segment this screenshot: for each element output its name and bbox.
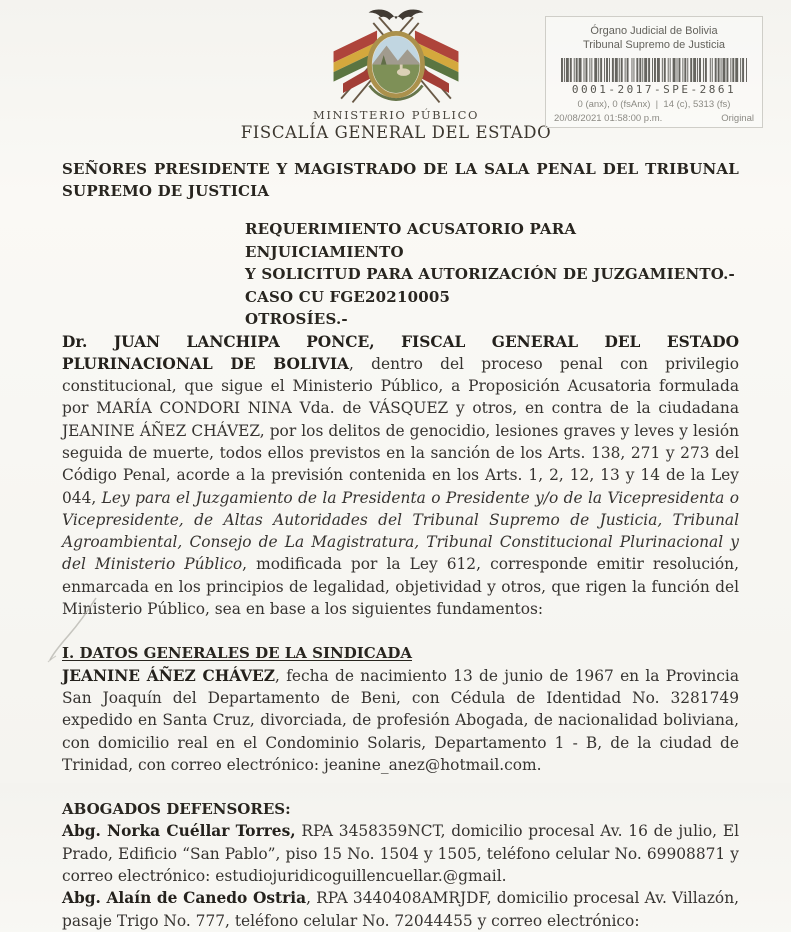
lawyer2-name: Abg. Alaín de Canedo Ostria bbox=[62, 889, 307, 908]
office-name: FISCALÍA GENERAL DEL ESTADO bbox=[240, 123, 552, 142]
law-044-title: Ley para el Juzgamiento de la Presidenta o Presidente y/o de la Vicepresidenta o Vicepresidente, de Altas Autoridades del Tribunal Supremo de Justicia, Tribunal Agroambiental, Consejo de La Magistratura, Tribunal Constitucional Plurinacional y del Ministerio Público bbox=[62, 488, 739, 574]
sindicada-details: , fecha de nacimiento 13 de junio de 1967 en la Provincia San Joaquín del Departamento de Beni, con Cédula de Identidad No. 3281749 expedido en Santa Cruz, divorciada, de profesión Abogada, de nacionalidad boliviana, con domicilio real en el Condominio Solaris, Departamento 1 - B, de la ciudad de Trinidad, con correo electrónico: jeanine_anez@hotmail.com. bbox=[62, 666, 739, 774]
stamp-footer bbox=[546, 113, 762, 124]
sindicada-paragraph bbox=[62, 665, 739, 776]
ministry-name: MINISTERIO PÚBLICO bbox=[312, 108, 480, 122]
addressee-line: SEÑORES PRESIDENTE Y MAGISTRADO DE LA SALA PENAL DEL TRIBUNAL SUPREMO DE JUSTICIA bbox=[62, 160, 739, 200]
barcode-icon bbox=[561, 58, 747, 82]
section1-heading: I. DATOS GENERALES DE LA SINDICADA bbox=[62, 644, 412, 663]
subject-line-1: REQUERIMIENTO ACUSATORIO PARA ENJUICIAMIENTO bbox=[245, 220, 577, 261]
defenders-heading: ABOGADOS DEFENSORES: bbox=[62, 800, 291, 819]
lawyer2-details: , RPA 3440408AMRJDF, domicilio procesal Av. Villazón, pasaje Trigo No. 777, teléfono celular No. 72044455 y correo electrónico: bbox=[62, 889, 740, 930]
intro-text-2: , modificada por la Ley 612, corresponde emitir resolución, enmarcada en los principios de legalidad, objetividad y otros, que rigen la función del Ministerio Público, sea en base a los siguientes fundamentos: bbox=[62, 555, 739, 619]
subject-line-4: OTROSÍES.- bbox=[245, 310, 348, 328]
lawyer2-paragraph bbox=[62, 887, 739, 932]
stamp-datetime: 20/08/2021 01:58:00 p.m. bbox=[554, 113, 663, 124]
stamp-folio-info: 0 (anx), 0 (fsAnx) | 14 (c), 5313 (fs) bbox=[577, 99, 731, 110]
sindicada-name: JEANINE ÁÑEZ CHÁVEZ bbox=[62, 666, 276, 685]
subject-line-3: CASO CU FGE20210005 bbox=[245, 287, 451, 306]
stamp-org-line1: Órgano Judicial de Bolivia bbox=[590, 25, 718, 37]
intro-paragraph bbox=[62, 331, 739, 621]
subject-block bbox=[245, 218, 739, 331]
court-reception-stamp bbox=[545, 16, 763, 128]
fiscal-general-name: Dr. JUAN LANCHIPA PONCE, FISCAL GENERAL DEL ESTADO PLURINACIONAL DE BOLIVIA bbox=[62, 332, 739, 373]
letterhead bbox=[0, 0, 791, 148]
document-content bbox=[0, 158, 791, 932]
stamp-copy-label: Original bbox=[721, 113, 754, 124]
barcode-number: 0001-2017-SPE-2861 bbox=[571, 83, 737, 96]
stamp-org-lines bbox=[546, 17, 762, 52]
bolivia-coat-of-arms-icon bbox=[320, 4, 472, 110]
intro-text-1: , dentro del proceso penal con privilegio constitucional, que sigue el Ministerio Público, a Proposición Acusatoria formulada por MARÍA CONDORI NINA Vda. de VÁSQUEZ y otros, en contra de la ciudadana JEANINE ÁÑEZ CHÁVEZ, por los delitos de genocidio, lesiones graves y leves y lesión seguida de muerte, todos ellos previstos en la sanción de los Arts. 138, 271 y 273 del Código Penal, acorde a la previsión contenida en los Arts. 1, 2, 12, 13 y 14 de la Ley 044, bbox=[62, 354, 739, 507]
stamp-org-line2: Tribunal Supremo de Justicia bbox=[582, 38, 726, 51]
lawyer1-paragraph bbox=[62, 820, 739, 887]
lawyer1-details: RPA 3458359NCT, domicilio procesal Av. 16 de julio, El Prado, Edificio “San Pablo”, piso 15 No. 1504 y 1505, teléfono celular No. 69908871 y correo electrónico: estudiojuridicoguillencuellar.@gmail. bbox=[62, 822, 740, 886]
lawyer1-name: Abg. Norka Cuéllar Torres, bbox=[62, 822, 296, 841]
letterhead-text bbox=[228, 108, 564, 142]
subject-line-2: Y SOLICITUD PARA AUTORIZACIÓN DE JUZGAMIENTO.- bbox=[245, 265, 735, 283]
